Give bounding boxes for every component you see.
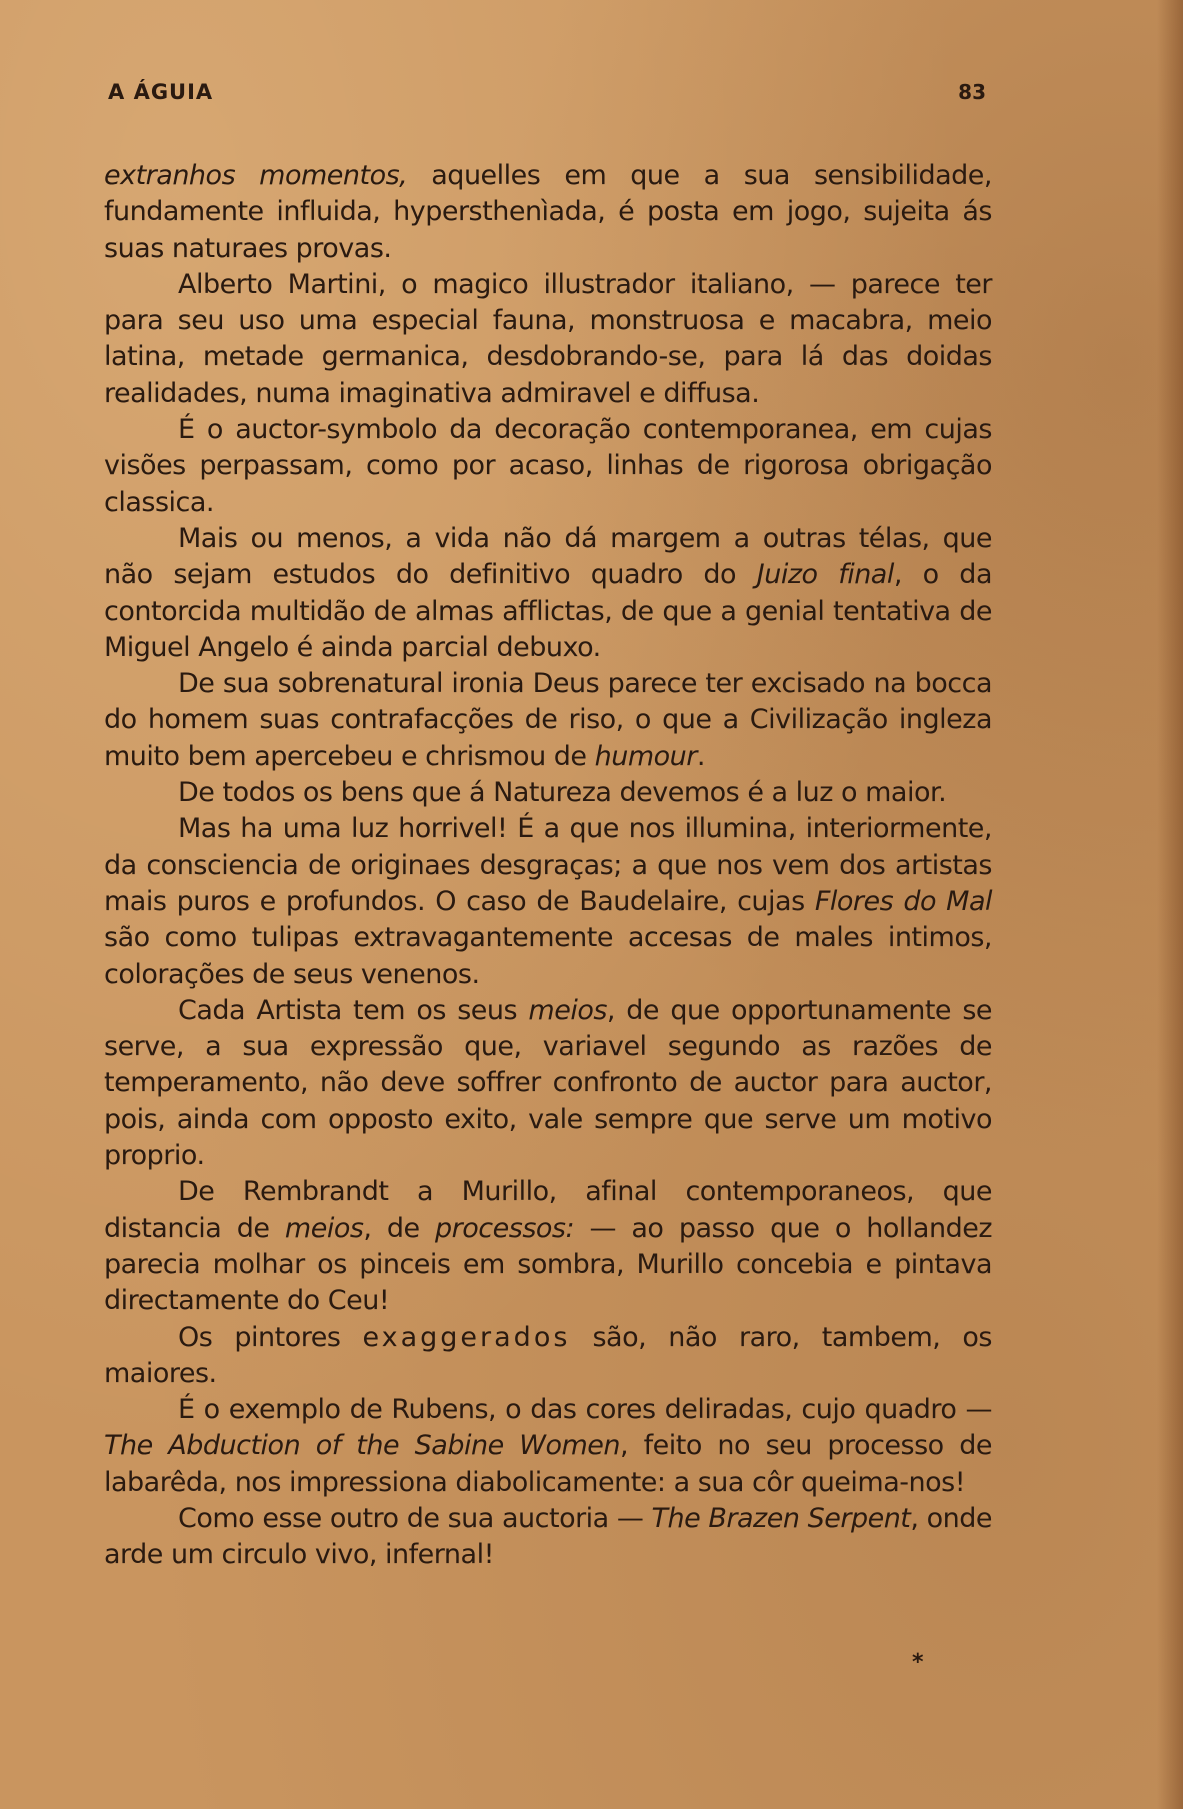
body-text xyxy=(104,158,992,1574)
paragraph-10: Os pintores exaggerados são, não raro, tambem, os maiores. xyxy=(104,1321,992,1389)
paragraph-11: É o exemplo de Rubens, o das cores deliradas, cujo quadro — The Abduction of the Sabine Women, feito no seu processo de labarêda, nos impressiona diabolicamente: a sua côr queima-nos! xyxy=(104,1394,992,1498)
italic-title: Flores do Mal xyxy=(814,885,992,917)
paragraph-7: Mas ha uma luz horrivel! É a que nos illumina, interiormente, da consciencia de originaes desgraças; a que nos vem dos artistas mais puros e profundos. O caso de Baudelaire, cujas Flores do Mal são como tulipas extravagantemente accesas de males intimos, colorações de seus venenos. xyxy=(104,813,992,990)
italic-word: humour xyxy=(594,740,697,772)
letterspaced-word: exaggerados xyxy=(362,1321,571,1353)
paragraph-3: É o auctor-symbolo da decoração contemporanea, em cujas visões perpassam, como por acaso, linhas de rigorosa obrigação classica. xyxy=(104,414,992,518)
section-ornament: * xyxy=(912,1650,924,1675)
page-number: 83 xyxy=(958,80,986,104)
paragraph-1: extranhos momentos, aquelles em que a sua sensibilidade, fundamente influida, hypersthenìada, é posta em jogo, sujeita ás suas naturaes provas. xyxy=(104,160,992,264)
page-edge-shadow xyxy=(1157,0,1183,1809)
paragraph-12: Como esse outro de sua auctoria — The Brazen Serpent, onde arde um circulo vivo, infernal! xyxy=(104,1502,993,1571)
paragraph-9: De Rembrandt a Murillo, afinal contemporaneos, que distancia de meios, de processos: — ao passo que o hollandez parecia molhar os pinceis em sombra, Murillo concebia e pintava directamente do Ceu! xyxy=(104,1176,992,1317)
italic-phrase: extranhos momentos, xyxy=(104,160,408,191)
paragraph-5: De sua sobrenatural ironia Deus parece ter excisado na bocca do homem suas contrafacções de riso, o que a Civilização ingleza muito bem apercebeu e chrismou de humour. xyxy=(104,668,992,772)
running-head xyxy=(108,80,986,110)
italic-word: meios xyxy=(528,994,607,1026)
paragraph-4: Mais ou menos, a vida não dá margem a outras télas, que não sejam estudos do definitivo quadro do Juizo final, o da contorcida multidão de almas afflictas, de que a genial tentativa de Miguel Angelo é ainda parcial debuxo. xyxy=(104,522,992,663)
italic-word: processos: xyxy=(435,1212,575,1244)
italic-title: The Abduction of the Sabine Women xyxy=(104,1430,620,1462)
italic-word: meios xyxy=(284,1212,364,1244)
running-title: A ÁGUIA xyxy=(108,80,214,104)
italic-title: Juizo final xyxy=(756,559,894,591)
italic-title: The Brazen Serpent xyxy=(651,1502,911,1534)
paragraph-8: Cada Artista tem os seus meios, de que opportunamente se serve, a sua expressão que, variavel segundo as razões de temperamento, não deve soffrer confronto de auctor para auctor, pois, ainda com opposto exito, vale sempre que serve um motivo proprio. xyxy=(104,994,992,1172)
paragraph-6: De todos os bens que á Natureza devemos é a luz o maior. xyxy=(178,777,947,809)
paragraph-2: Alberto Martini, o magico illustrador italiano, — parece ter para seu uso uma especial fauna, monstruosa e macabra, meio latina, metade germanica, desdobrando-se, para lá das doidas realidades, numa imaginativa admiravel e diffusa. xyxy=(104,268,992,409)
